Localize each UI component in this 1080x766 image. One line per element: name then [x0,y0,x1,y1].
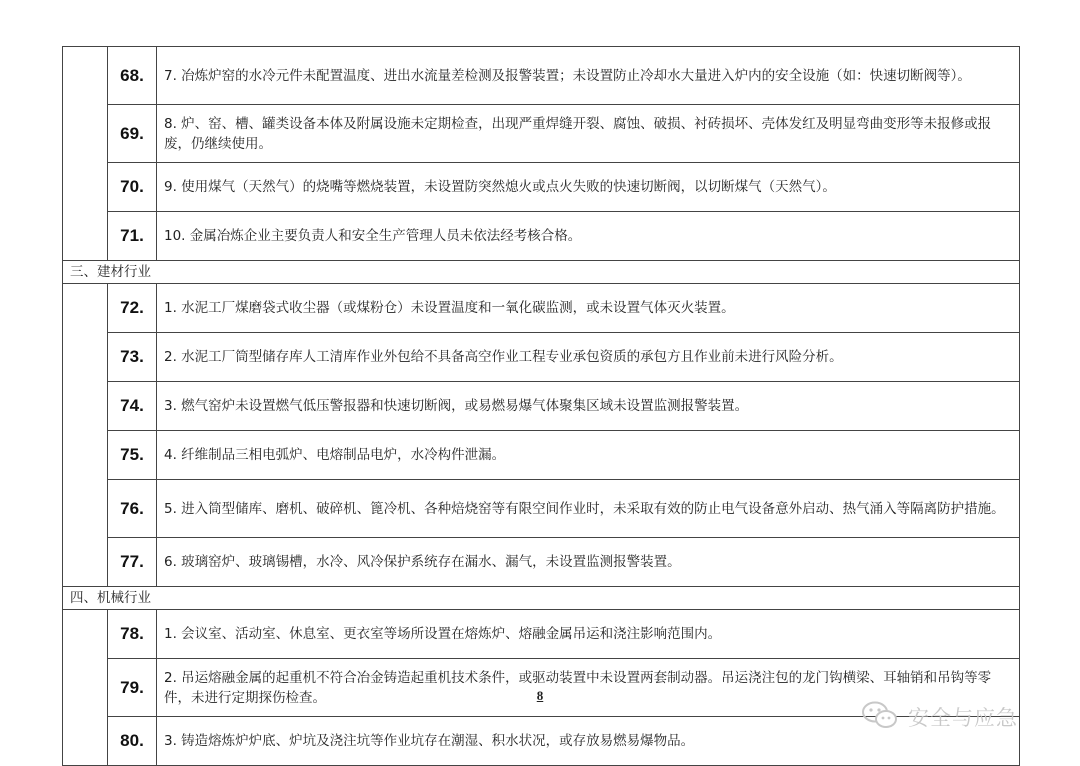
row-text: 5. 进入筒型储库、磨机、破碎机、篦冷机、各种焙烧窑等有限空间作业时，未采取有效的防止电气设备意外启动、热气涌入等隔离防护措施。 [157,480,1020,538]
row-text: 2. 水泥工厂筒型储存库人工清库作业外包给不具备高空作业工程专业承包资质的承包方且作业前未进行风险分析。 [157,333,1020,382]
table-row [63,284,1020,333]
table-row [63,47,1020,105]
row-text: 9. 使用煤气（天然气）的烧嘴等燃烧装置，未设置防突然熄火或点火失败的快速切断阀，以切断煤气（天然气）。 [157,163,1020,212]
section-header-row [63,587,1020,610]
row-text: 1. 水泥工厂煤磨袋式收尘器（或煤粉仓）未设置温度和一氧化碳监测，或未设置气体灭火装置。 [157,284,1020,333]
row-text: 1. 会议室、活动室、休息室、更衣室等场所设置在熔炼炉、熔融金属吊运和浇注影响范围内。 [157,610,1020,659]
table-row [63,333,1020,382]
wechat-icon [860,699,900,735]
table-row [63,431,1020,480]
table-row [63,105,1020,163]
page-number: 8 [536,688,544,703]
row-number: 68. [108,47,157,105]
row-number: 80. [108,717,157,766]
table-row [63,382,1020,431]
hazard-table [62,46,1020,766]
section-title: 三、建材行业 [63,261,1020,284]
table-row [63,212,1020,261]
row-number: 70. [108,163,157,212]
row-number: 76. [108,480,157,538]
row-text: 3. 铸造熔炼炉炉底、炉坑及浇注坑等作业坑存在潮湿、积水状况，或存放易燃易爆物品。 [157,717,1020,766]
row-text: 10. 金属冶炼企业主要负责人和安全生产管理人员未依法经考核合格。 [157,212,1020,261]
table-row [63,610,1020,659]
section-title: 四、机械行业 [63,587,1020,610]
row-number: 78. [108,610,157,659]
row-text: 7. 冶炼炉窑的水冷元件未配置温度、进出水流量差检测及报警装置；未设置防止冷却水大量进入炉内的安全设施（如：快速切断阀等）。 [157,47,1020,105]
row-text: 3. 燃气窑炉未设置燃气低压警报器和快速切断阀，或易燃易爆气体聚集区域未设置监测报警装置。 [157,382,1020,431]
watermark [860,700,1018,734]
table-row [63,480,1020,538]
table-row [63,163,1020,212]
row-number: 75. [108,431,157,480]
watermark-label: 安全与应急 [908,706,1018,730]
category-cell [63,284,108,587]
row-text: 2. 吊运熔融金属的起重机不符合冶金铸造起重机技术条件，或驱动装置中未设置两套制动器。吊运浇注包的龙门钩横梁、耳轴销和吊钩等零件，未进行定期探伤检查。 [157,659,1020,717]
section-header-row [63,261,1020,284]
table-row [63,538,1020,587]
row-number: 74. [108,382,157,431]
row-number: 72. [108,284,157,333]
row-number: 73. [108,333,157,382]
row-number: 71. [108,212,157,261]
row-text: 8. 炉、窑、槽、罐类设备本体及附属设施未定期检查，出现严重焊缝开裂、腐蚀、破损、衬砖损坏、壳体发红及明显弯曲变形等未报修或报废，仍继续使用。 [157,105,1020,163]
row-number: 69. [108,105,157,163]
row-text: 6. 玻璃窑炉、玻璃锡槽，水冷、风冷保护系统存在漏水、漏气，未设置监测报警装置。 [157,538,1020,587]
row-number: 79. [108,659,157,717]
row-number: 77. [108,538,157,587]
row-text: 4. 纤维制品三相电弧炉、电熔制品电炉，水冷构件泄漏。 [157,431,1020,480]
category-cell [63,47,108,261]
